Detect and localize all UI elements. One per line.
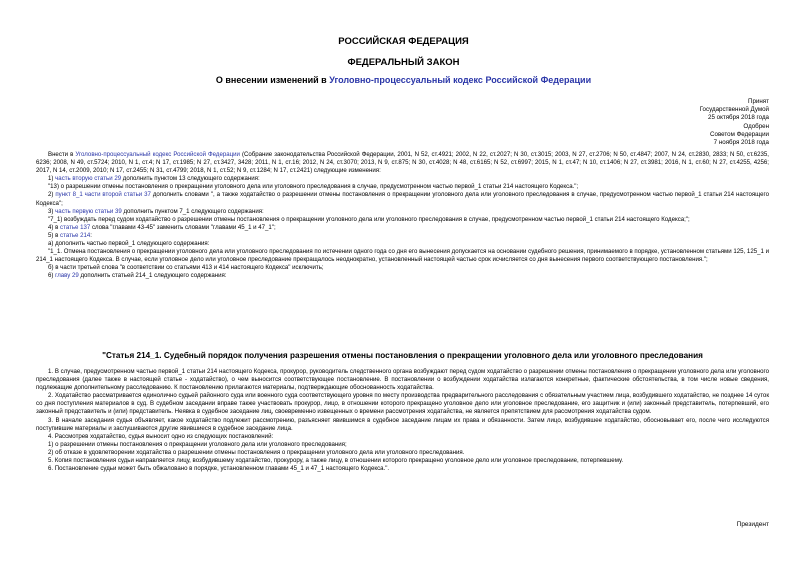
amendments-body xyxy=(36,151,769,281)
item-5a-quote: "1_1. Отмена постановления о прекращении уголовного дела или уголовного преследования по истечении одного года со дня его вынесения допускается на основании судебного решения, принимаемого в порядке, установленном статьями 125, 125_1 и 214_1 настоящего Кодекса. В случае, если уголовное дело или уголовное преследование прекращалось неоднократно, установленный настоящей частью срок исчисляется со дня вынесения первого соответствующего постановления."; xyxy=(36,248,769,264)
item-5-link[interactable]: статье 214 xyxy=(60,231,91,239)
article-paragraph-4-2: 2) об отказе в удовлетворении ходатайства о разрешении отмены постановления о прекращении уголовного дела или уголовного преследования. xyxy=(48,448,465,456)
item-4-link[interactable]: статье 137 xyxy=(60,223,91,231)
item-1: 1) часть вторую статьи 29 дополнить пунктом 13 следующего содержания: xyxy=(48,175,260,183)
article-paragraph-3: 3. В начале заседания судья объявляет, какое ходатайство подлежит рассмотрению, разъясняет явившимся в судебное заседание лицам их права и обязанности. Затем лицо, возбудившее ходатайство, обосновывает его, после чего исследуются поступившие материалы и заслушиваются другие явившиеся в судебное заседание лица. xyxy=(36,416,769,432)
article-paragraph-1: 1. В случае, предусмотренном частью первой_1 статьи 214 настоящего Кодекса, прокурор, руководитель следственного органа возбуждают перед судом ходатайство о разрешении отмены постановления о прекращении уголовного дела или уголовного преследования (далее также в настоящей статье - ходатайство), о чем выносится соответствующее постановление. В постановлении о возбуждении ходатайства излагаются конкретные, фактические обстоятельства, в том числе новые сведения, подлежащие дополнительному расследованию. К постановлению прилагаются материалы, подтверждающие обоснованность ходатайства. xyxy=(36,368,769,392)
article-paragraph-4: 4. Рассмотрев ходатайство, судья выносит одно из следующих постановлений: xyxy=(48,432,274,440)
item-5b: б) в части третьей слова "в соответствии со статьями 413 и 414 настоящего Кодекса" исключить; xyxy=(48,264,324,272)
item-6-link[interactable]: главу 29 xyxy=(55,272,79,280)
adoption-line: Одобрен xyxy=(743,122,769,130)
adoption-line: Советом Федерации xyxy=(710,130,769,138)
item-6: 6) главу 29 дополнить статьей 214_1 следующего содержания: xyxy=(48,272,227,280)
article-paragraph-2: 2. Ходатайство рассматривается единолично судьей районного суда или военного суда соответствующего уровня по месту производства предварительного расследования с обязательным участием лица, возбудившего ходатайство, не позднее 14 суток со дня поступления материалов в суд. В судебном заседании вправе также участвовать прокурор, лицо, в отношении которого прекращено уголовное дело или уголовное преследование, его защитник и (или) законный представитель, потерпевший, его законный представитель и (или) представитель. Неявка в судебное заседание лиц, своевременно извещенных о времени рассмотрения ходатайства, не является препятствием для рассмотрения ходатайства судом. xyxy=(36,392,769,416)
item-2-link[interactable]: пункт 8_1 части второй статьи 37 xyxy=(55,191,151,199)
item-4: 4) в статье 137 слова "главами 43-45" заменить словами "главами 45_1 и 47_1"; xyxy=(48,223,276,231)
intro-paragraph: Внести в Уголовно-процессуальный кодекс Российской Федерации (Собрание законодательства Российской Федерации, 2001, N 52, ст.4921; 2002, N 22, ст.2027; N 30, ст.3015; 2003, N 27, ст.2706; N 50, ст.4847; 2007, N 24, ст.2830, 2833; N 50, ст.6235, 6236; 2008, N 49, ст.5724; 2010, N 1, ст.4; N 17, ст.1985; N 27, ст.3427, 3428; 2011, N 1, ст.16; 2012, N 24, ст.3070; 2013, N 9, ст.875; N 30, ст.4028; N 48, ст.6165; N 52, ст.6997; 2015, N 1, ст.47; N 10, ст.1406; N 27, ст.3981; 2016, N 1, ст.60; N 27, ст.4255, 4256; 2017, N 14, ст.2009, 2010; N 17, ст.2455; N 31, ст.4799; 2018, N 1, ст.52; N 9, ст.1284; N 17, ст.2421) следующие изменения: xyxy=(36,151,769,175)
code-link[interactable]: Уголовно-процессуальный кодекс Российской Федерации xyxy=(329,75,592,85)
adoption-line: Государственной Думой xyxy=(699,106,769,114)
item-1-quote: "13) о разрешении отмены постановления о прекращении уголовного дела или уголовного преследования в случае, предусмотренном частью первой_1 статьи 214 настоящего Кодекса."; xyxy=(48,183,579,191)
adoption-line: Принят xyxy=(748,98,769,105)
article-body xyxy=(36,368,769,473)
adoption-block xyxy=(569,98,769,147)
item-3-quote: "7_1) возбуждать перед судом ходатайство о разрешении отмены постановления о прекращении уголовного дела или уголовного преследования в случае, предусмотренном частью первой_1 статьи 214 настоящего Кодекса;"; xyxy=(48,215,690,223)
article-paragraph-5: 5. Копия постановления судьи направляется лицу, возбудившему ходатайство, прокурору, а также лицу, в отношении которого прекращено уголовное дело или уголовное преследование, потерпевшему. xyxy=(48,457,624,465)
item-1-link[interactable]: часть вторую статьи 29 xyxy=(55,175,122,183)
country-heading: РОССИЙСКАЯ ФЕДЕРАЦИЯ xyxy=(338,36,469,47)
adoption-line: 7 ноября 2018 года xyxy=(713,139,769,147)
article-title: "Статья 214_1. Судебный порядок получения разрешения отмены постановления о прекращении уголовного дела или уголовного преследования xyxy=(102,351,703,360)
item-3: 3) часть первую статьи 39 дополнить пунктом 7_1 следующего содержания: xyxy=(48,207,264,215)
intro-code-link[interactable]: Уголовно-процессуальный кодекс Российской Федерации xyxy=(75,151,240,158)
signature-label: Президент xyxy=(736,521,769,528)
article-paragraph-6: 6. Постановление судьи может быть обжаловано в порядке, установленном главами 45_1 и 47_1 настоящего Кодекса.". xyxy=(48,465,390,473)
law-title-prefix: О внесении изменений в xyxy=(215,75,330,85)
item-5: 5) в статье 214: xyxy=(48,231,92,239)
item-2: 2) пункт 8_1 части второй статьи 37 дополнить словами ", а также ходатайство о разрешении отмены постановления о прекращении уголовного дела или уголовного преследования в случае, предусмотренном частью первой_1 статьи 214 настоящего Кодекса"; xyxy=(36,191,769,207)
article-paragraph-4-1: 1) о разрешении отмены постановления о прекращении уголовного дела или уголовного преследования; xyxy=(48,440,347,448)
adoption-line: 25 октября 2018 года xyxy=(708,114,769,122)
item-5a: а) дополнить частью первой_1 следующего содержания: xyxy=(48,240,210,248)
doctype-heading: ФЕДЕРАЛЬНЫЙ ЗАКОН xyxy=(347,57,460,68)
law-title xyxy=(0,75,807,85)
item-3-link[interactable]: часть первую статьи 39 xyxy=(55,207,122,215)
